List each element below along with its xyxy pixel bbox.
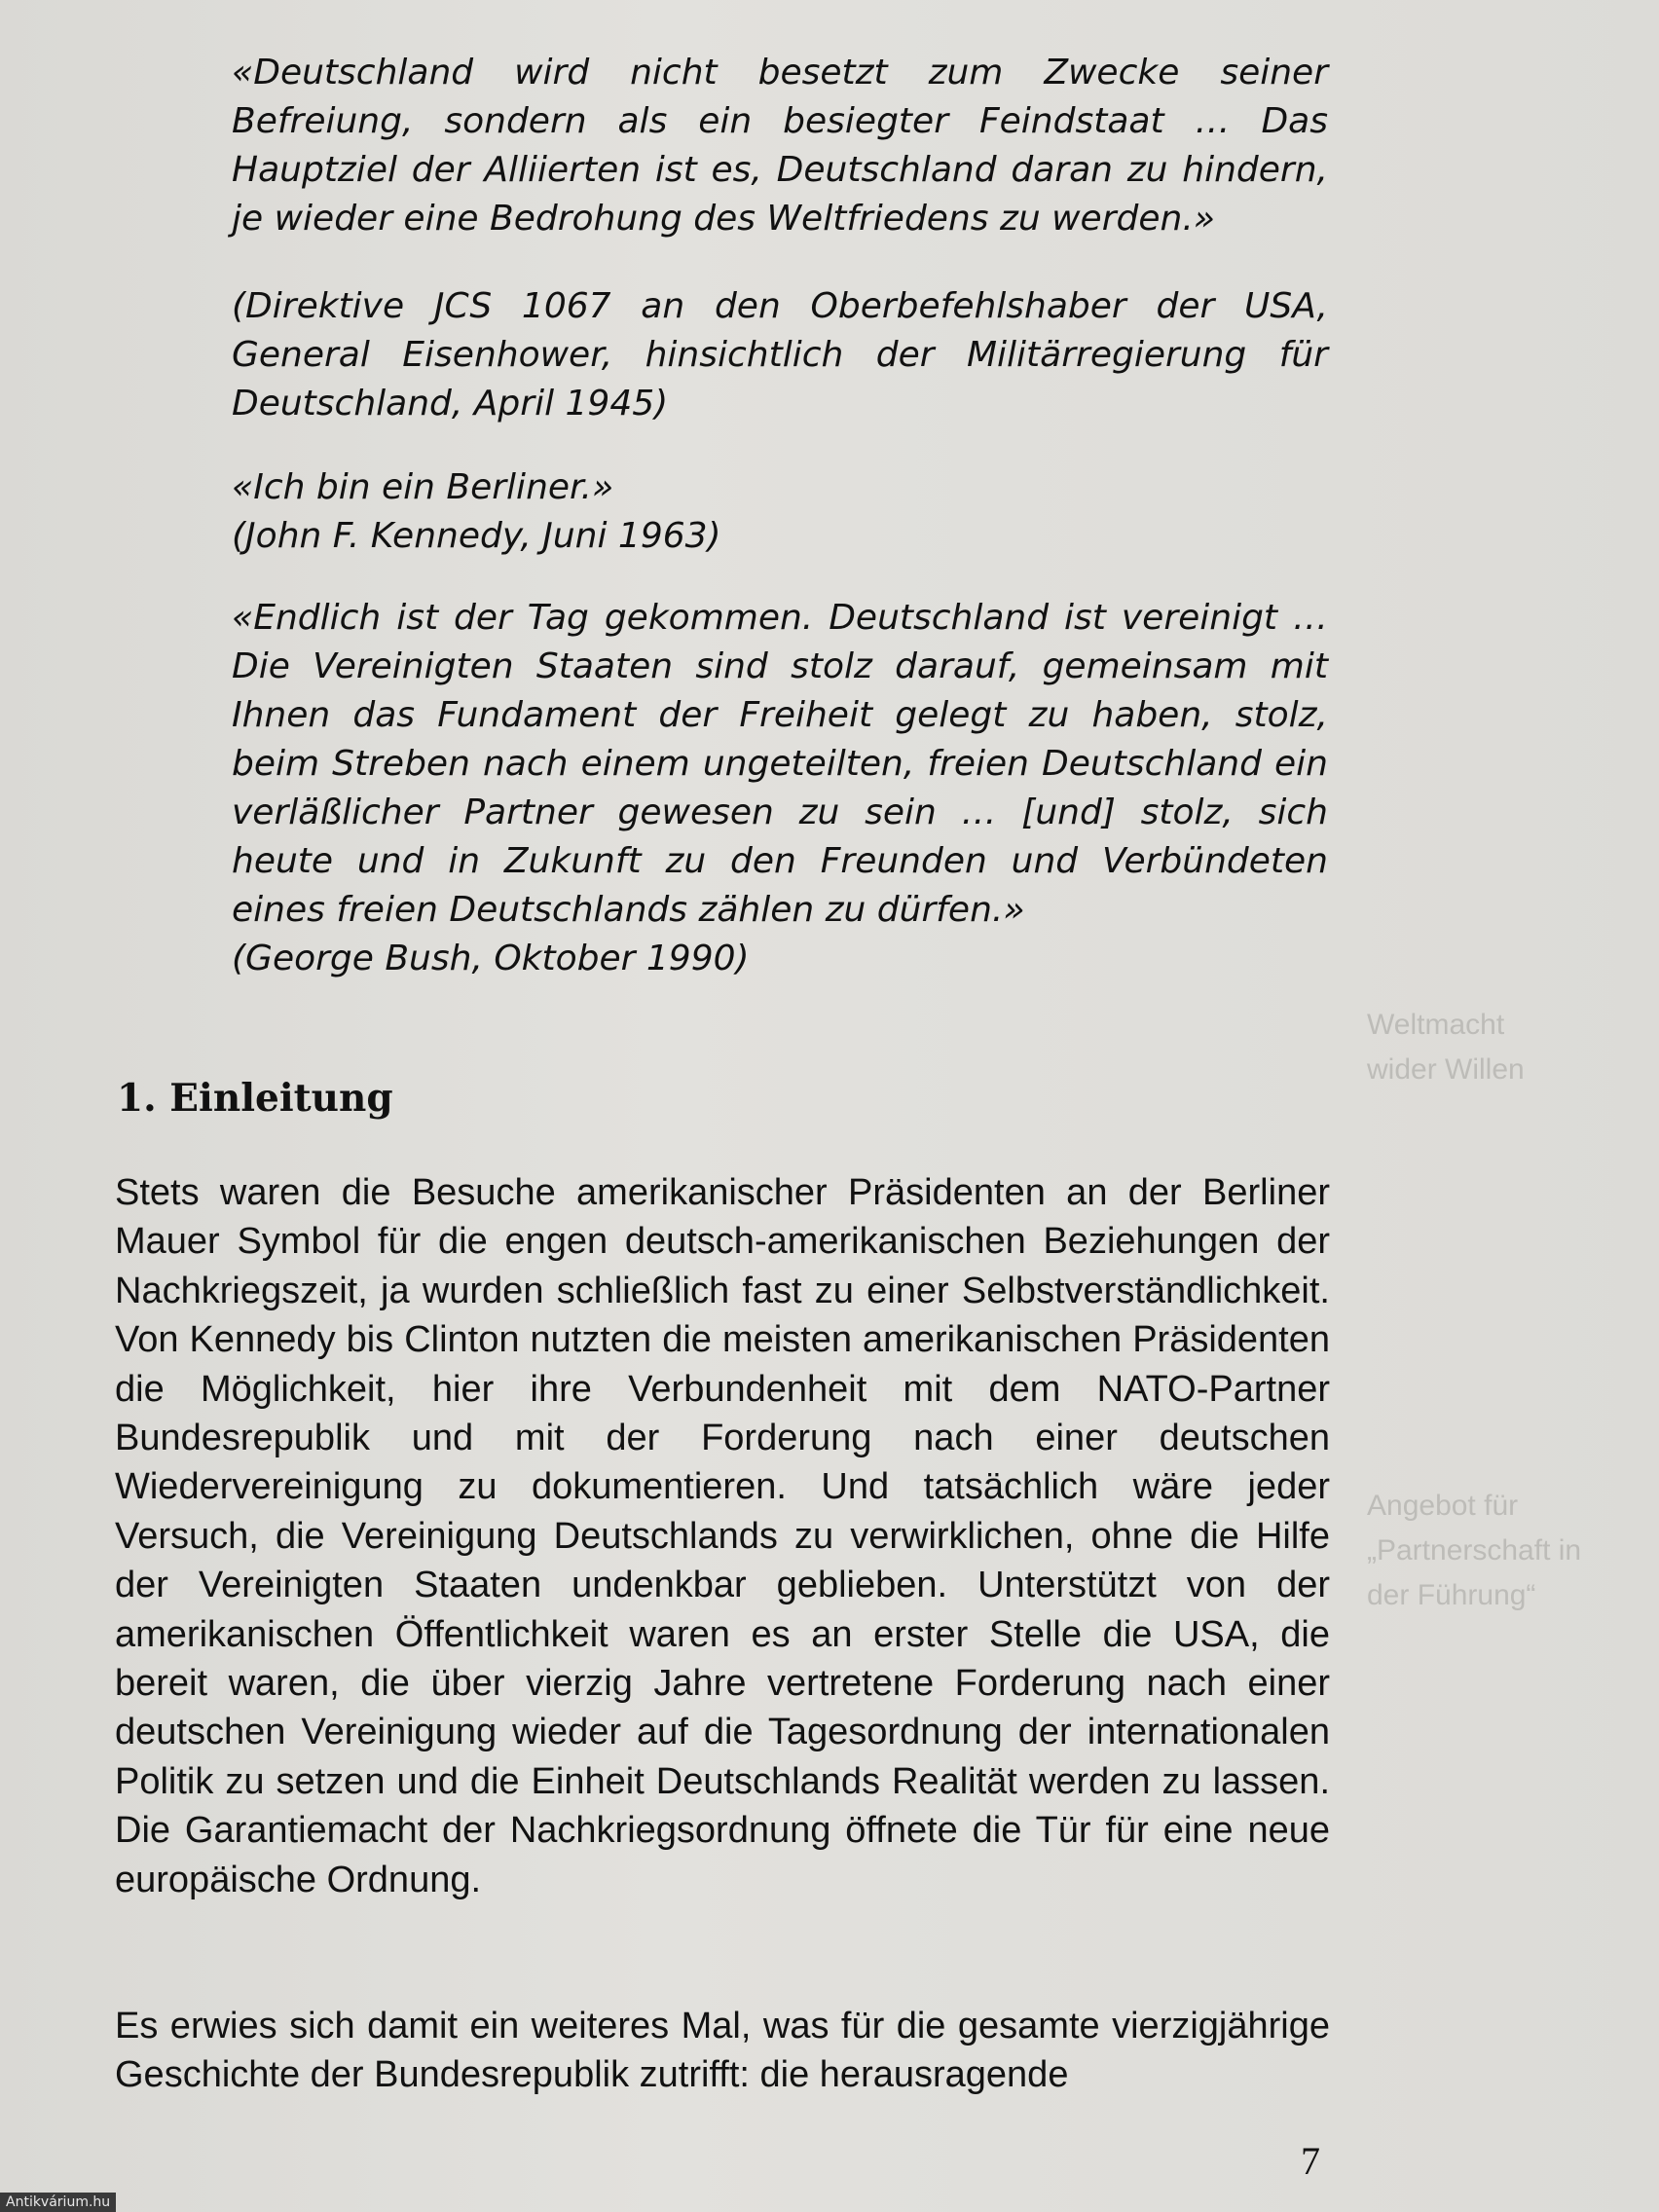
- quote-kennedy-source: (John F. Kennedy, Juni 1963): [232, 516, 721, 556]
- body-paragraph: Stets waren die Besuche amerikanischer Präsidenten an der Berliner Mauer Symbol für die engen deutsch-amerikanischen Beziehungen der Nachkriegszeit, ja wurden schließlich fast zu einer Selbstverständlichkeit. Von Kennedy bis Clinton nutzten die meisten amerikanischen Präsidenten die Möglichkeit, hier ihre Verbundenheit mit dem NATO-Partner Bundesrepublik und mit der Forderung nach einer deutschen Wiedervereinigung zu dokumentieren. Und tatsächlich wäre jeder Versuch, die Vereinigung Deutschlands zu verwirklichen, ohne die Hilfe der Vereinigten Staaten undenkbar geblieben. Unterstützt von der amerikanischen Öffentlichkeit waren es an erster Stelle die USA, die bereit waren, die über vierzig Jahre vertretene Forderung nach einer deutschen Vereinigung wieder auf die Tagesordnung der internationalen Politik zu setzen und die Einheit Deutschlands Realität werden zu lassen. Die Garantiemacht der Nachkriegsordnung öffnete die Tür für eine neue europäische Ordnung.: [115, 1172, 1330, 1900]
- quote-bush-source: (George Bush, Oktober 1990): [232, 939, 750, 978]
- quote-bush-text: «Endlich ist der Tag gekommen. Deutschland ist vereinigt … Die Vereinigten Staaten sind stolz darauf, gemeinsam mit Ihnen das Fundament der Freiheit gelegt zu haben, stolz, beim Streben nach einem ungeteilten, freien Deutschland ein verläßlicher Partner gewesen zu sein … [und] stolz, sich heute und in Zukunft zu den Freunden und Verbündeten eines freien Deutschlands zählen zu dürfen.»: [232, 598, 1328, 930]
- page-number: 7: [1301, 2139, 1320, 2183]
- quote-kennedy-text: «Ich bin ein Berliner.»: [232, 467, 614, 507]
- section-heading: 1. Einleitung: [117, 1076, 393, 1121]
- watermark-label: Antikvárium.hu: [0, 2193, 116, 2212]
- margin-note: Angebot für „Partnerschaft in der Führung“: [1367, 1490, 1582, 1611]
- quote-directive-text: «Deutschland wird nicht besetzt zum Zwecke seiner Befreiung, sondern als ein besiegter Feindstaat … Das Hauptziel der Alliierten ist es, Deutschland daran zu hindern, je wieder eine Bedrohung des Weltfriedens zu werden.»: [232, 53, 1328, 239]
- body-paragraph: Es erwies sich damit ein weiteres Mal, was für die gesamte vierzigjährige Geschichte der Bundesrepublik zutrifft: die herausragende: [115, 2006, 1330, 2096]
- margin-note: Weltmacht wider Willen: [1367, 1009, 1525, 1086]
- quote-directive-source: (Direktive JCS 1067 an den Oberbefehlshaber der USA, General Eisenhower, hinsichtlich der Militärregierung für Deutschland, April 1945): [232, 286, 1328, 424]
